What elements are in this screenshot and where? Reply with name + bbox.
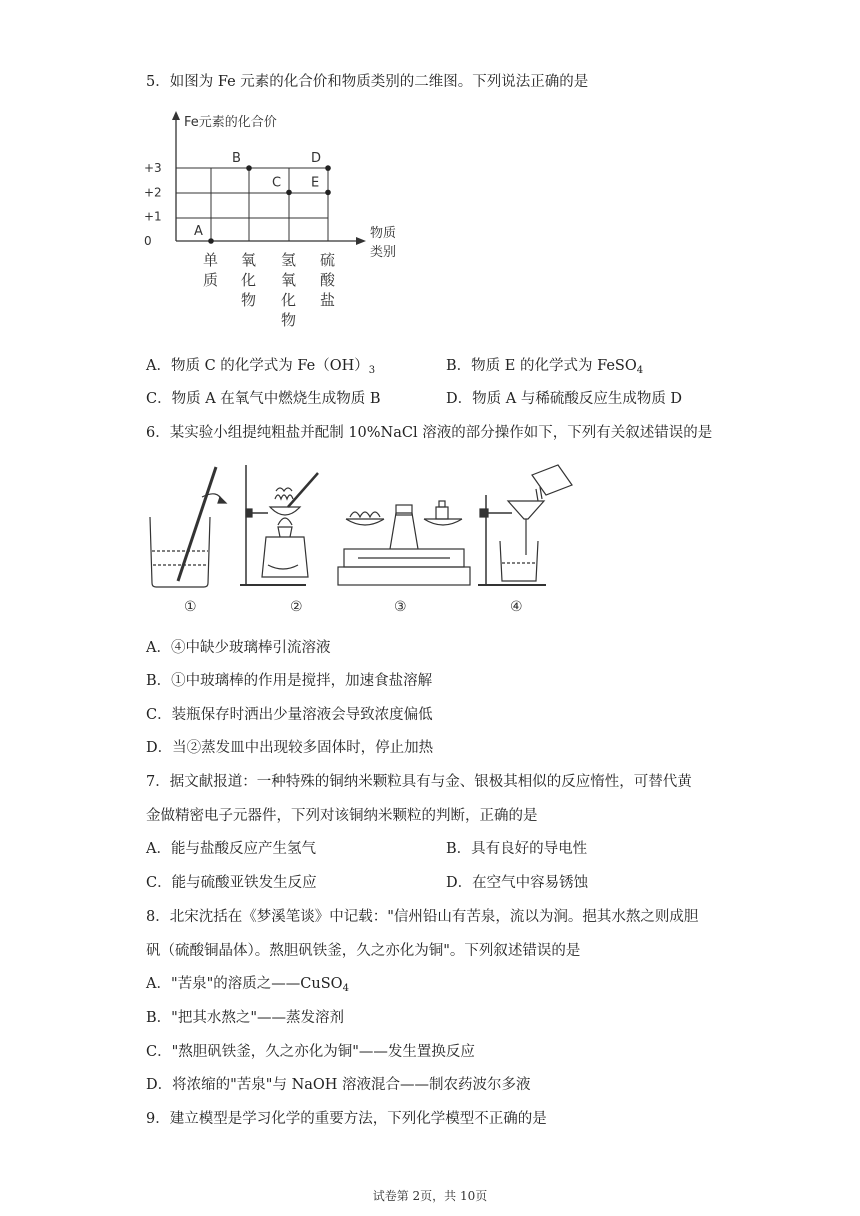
- q6-option-d: D．当②蒸发皿中出现较多固体时，停止加热: [146, 740, 434, 756]
- x-category-label: 酸: [320, 271, 336, 289]
- q7-option-a: A．能与盐酸反应产生氢气: [146, 841, 316, 857]
- valence-chart: [140, 105, 440, 335]
- q8-stem-line2: 矾（硫酸铜晶体）。熬胆矾铁釜，久之亦化为铜"。下列叙述错误的是: [146, 943, 581, 959]
- q8-option-b: B．"把其水熬之"——蒸发溶剂: [146, 1010, 344, 1026]
- x-category-label: 质: [203, 271, 219, 289]
- x-category-label: 单: [203, 251, 219, 269]
- point-label: B: [232, 151, 241, 167]
- balance-scale-icon: [338, 501, 470, 585]
- q6-option-c: C．装瓶保存时洒出少量溶液会导致浓度偏低: [146, 707, 433, 723]
- x-category-label: 物: [241, 291, 257, 309]
- evaporation-apparatus-icon: [240, 465, 318, 585]
- point-label: D: [311, 151, 322, 167]
- x-category-label: 氧: [241, 251, 257, 269]
- filtration-apparatus-icon: [478, 465, 572, 585]
- q5-option-b: B．物质 E 的化学式为 FeSO$_4$: [446, 358, 644, 376]
- point-label: C: [272, 175, 282, 191]
- data-point: [325, 165, 331, 171]
- lab-operations-figure: [140, 455, 580, 615]
- x-axis-label-2: 类别: [370, 245, 397, 260]
- data-point: [325, 190, 331, 196]
- y-tick-label: 0: [144, 234, 152, 248]
- point-label: E: [311, 175, 320, 191]
- page-footer: 试卷第 2页，共 10页: [372, 1189, 488, 1203]
- figure-number-label: ②: [290, 599, 303, 615]
- data-point: [246, 165, 252, 171]
- q6-option-a: A．④中缺少玻璃棒引流溶液: [146, 640, 331, 656]
- x-category-label: 物: [281, 311, 297, 329]
- x-category-label: 氢: [281, 251, 297, 269]
- q5-option-d: D．物质 A 与稀硫酸反应生成物质 D: [446, 391, 683, 407]
- q7-stem-line1: 7．据文献报道：一种特殊的铜纳米颗粒具有与金、银极其相似的反应惰性，可替代黄: [146, 774, 692, 790]
- x-category-label: 硫: [320, 251, 336, 269]
- figure-number-label: ③: [394, 599, 407, 615]
- q5-option-c: C．物质 A 在氧气中燃烧生成物质 B: [146, 391, 381, 407]
- x-axis-label-1: 物质: [370, 226, 397, 241]
- point-label: A: [194, 224, 203, 239]
- q7-option-b: B．具有良好的导电性: [446, 841, 588, 857]
- data-point: [208, 238, 214, 244]
- x-category-label: 化: [281, 291, 297, 309]
- q6-option-b: B．①中玻璃棒的作用是搅拌，加速食盐溶解: [146, 673, 433, 689]
- q5-option-a: A．物质 C 的化学式为 $Fe(OH)_3$: [146, 358, 376, 376]
- q8-option-c: C．"熬胆矾铁釜，久之亦化为铜"——发生置换反应: [146, 1044, 475, 1060]
- q9-stem: 9．建立模型是学习化学的重要方法，下列化学模型不正确的是: [146, 1111, 547, 1127]
- y-axis-label: Fe元素的化合价: [184, 115, 277, 130]
- q7-option-d: D．在空气中容易锈蚀: [446, 875, 589, 891]
- data-point: [286, 190, 292, 196]
- figure-number-label: ④: [510, 599, 523, 615]
- x-category-label: 氧: [281, 271, 297, 289]
- y-tick-label: +3: [144, 161, 162, 176]
- y-tick-label: +2: [144, 185, 162, 200]
- stirring-beaker-icon: [150, 467, 226, 587]
- q8-stem-line1: 8．北宋沈括在《梦溪笔谈》中记载："信州铅山有苦泉，流以为涧。挹其水熬之则成胆: [146, 909, 699, 925]
- x-category-label: 盐: [320, 291, 336, 309]
- q8-option-a: A．"苦泉"的溶质之——CuSO$_4$: [146, 976, 349, 994]
- q8-option-d: D．将浓缩的"苦泉"与 NaOH 溶液混合——制农药波尔多液: [146, 1077, 531, 1093]
- q7-stem-line2: 金做精密电子元器件，下列对该铜纳米颗粒的判断，正确的是: [146, 808, 538, 824]
- figure-number-label: ①: [184, 599, 197, 615]
- q5-stem: 5．如图为 Fe 元素的化合价和物质类别的二维图。下列说法正确的是: [146, 74, 589, 90]
- x-category-label: 化: [241, 271, 257, 289]
- q6-stem: 6．某实验小组提纯粗盐并配制 10%NaCl 溶液的部分操作如下，下列有关叙述错误的是: [146, 425, 713, 441]
- q7-option-c: C．能与硫酸亚铁发生反应: [146, 875, 317, 891]
- y-tick-label: +1: [144, 209, 162, 224]
